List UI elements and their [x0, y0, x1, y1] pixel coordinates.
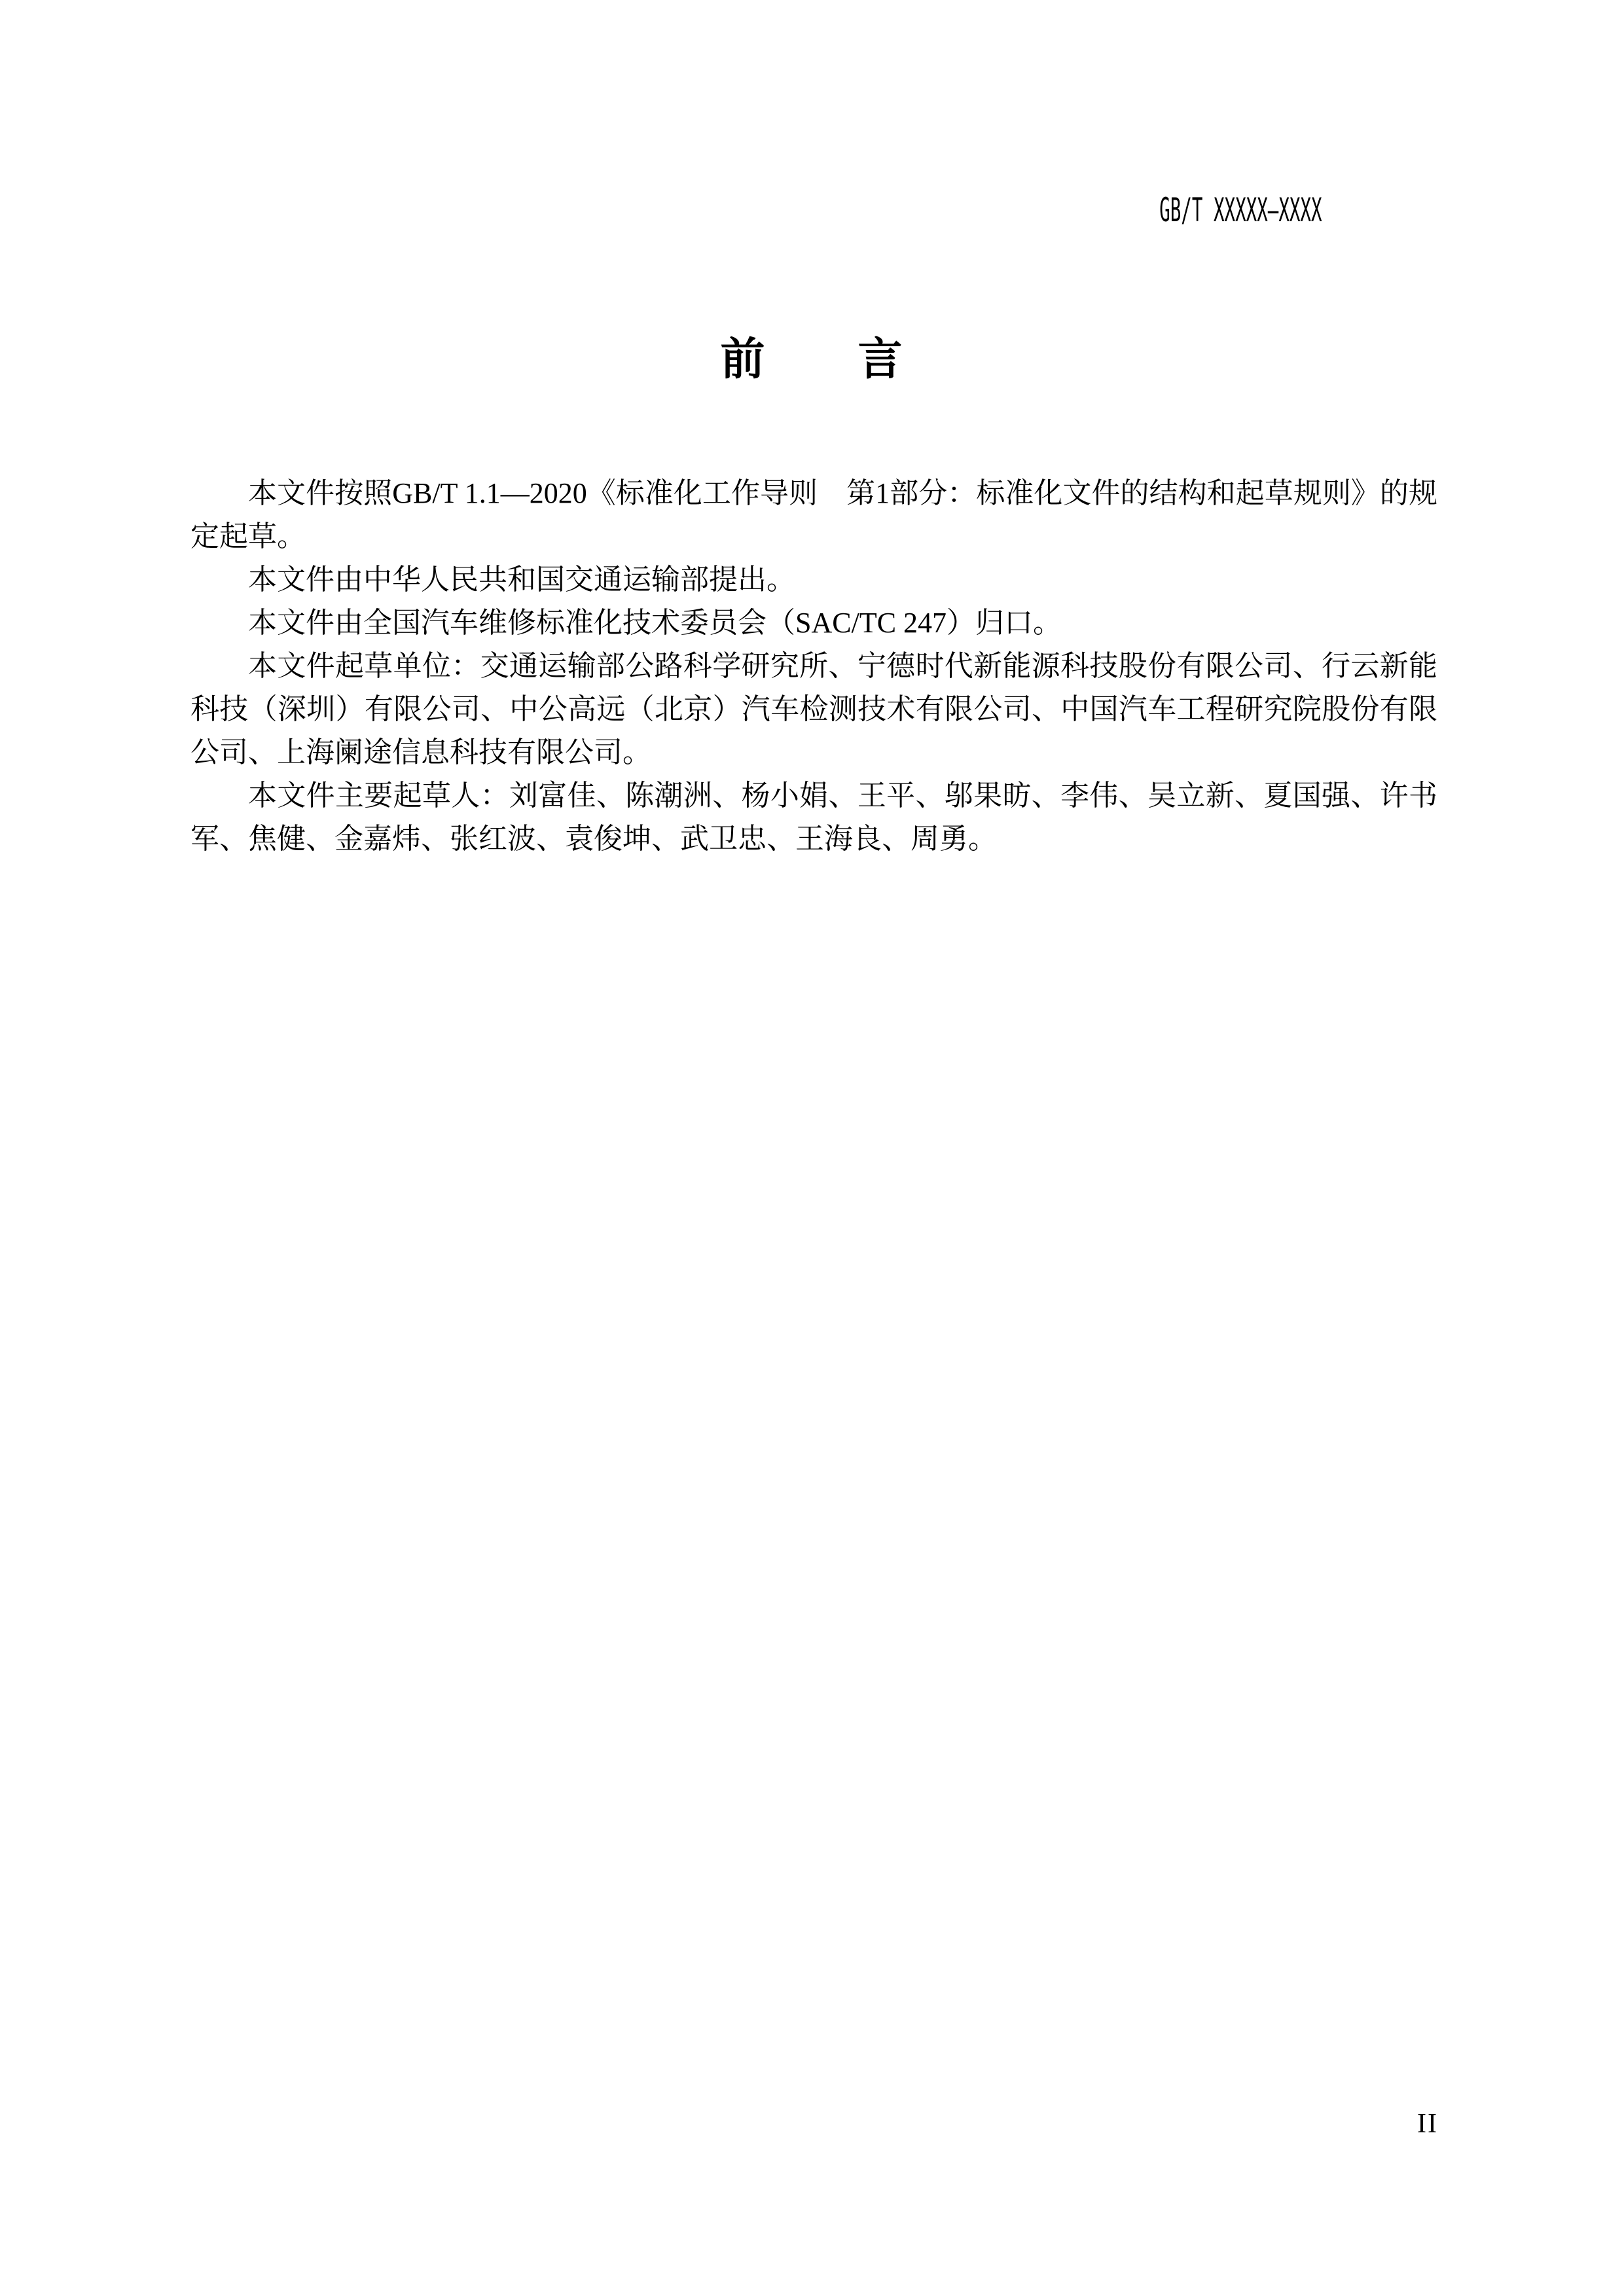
- paragraph: 本文件按照GB/T 1.1—2020《标准化工作导则 第1部分：标准化文件的结构和起草规则》的规定起草。: [190, 477, 1437, 552]
- paragraph: 本文件主要起草人：刘富佳、陈潮洲、杨小娟、王平、邬果昉、李伟、吴立新、夏国强、许书军、焦健、金嘉炜、张红波、袁俊坤、武卫忠、王海良、周勇。: [190, 780, 1437, 855]
- foreword-body: [190, 472, 1437, 861]
- page-title: 前 言: [720, 334, 904, 384]
- paragraph: 本文件由中华人民共和国交通运输部提出。: [248, 564, 795, 596]
- paragraph: 本文件由全国汽车维修标准化技术委员会（SAC/TC 247）归口。: [248, 607, 1062, 639]
- standard-code-header: GB/T XXXXX—XXXX: [1159, 191, 1322, 229]
- paragraph: 本文件起草单位：交通运输部公路科学研究所、宁德时代新能源科技股份有限公司、行云新能科技（深圳）有限公司、中公高远（北京）汽车检测技术有限公司、中国汽车工程研究院股份有限公司、上海阑途信息科技有限公司。: [190, 650, 1437, 768]
- page-number: II: [1417, 2109, 1438, 2139]
